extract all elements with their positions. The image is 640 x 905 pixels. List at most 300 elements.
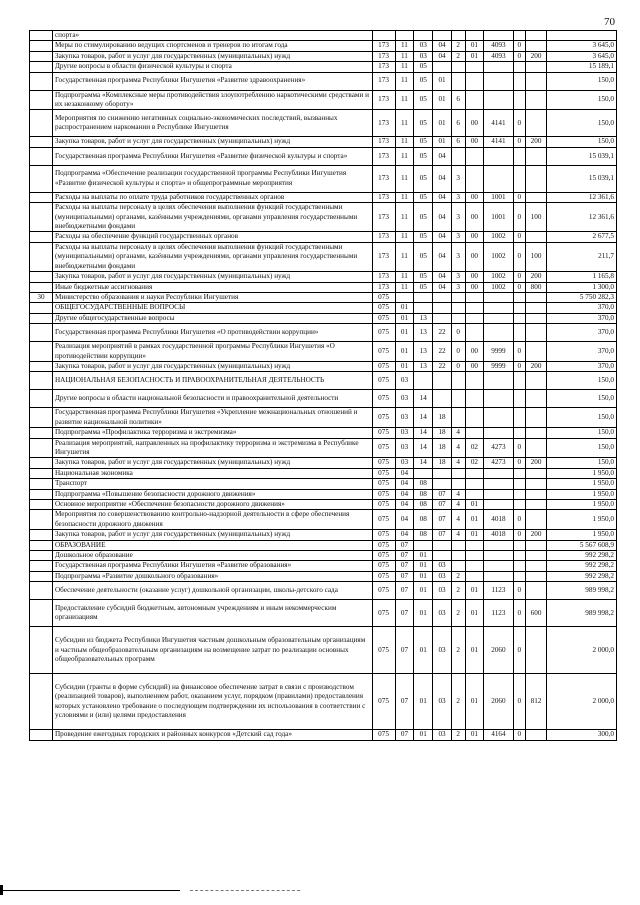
table-row <box>30 627 617 674</box>
col-section: 11 <box>395 41 414 51</box>
col-amount: 989 998,2 <box>546 582 616 600</box>
col-program: 04 <box>433 192 452 202</box>
col-section: 11 <box>395 147 414 165</box>
row-name: Закупка товаров, работ и услуг для государственных (муниципальных) нужд <box>52 51 372 61</box>
col-subprogram: 4 <box>451 530 465 540</box>
table-row <box>30 530 617 540</box>
row-number <box>30 458 53 468</box>
col-main-event <box>465 571 484 581</box>
row-number <box>30 62 53 72</box>
col-ved: 173 <box>372 192 395 202</box>
col-amount: 150,0 <box>546 72 616 90</box>
col-section: 11 <box>395 272 414 282</box>
row-name: ОБЩЕГОСУДАРСТВЕННЫЕ ВОПРОСЫ <box>52 303 372 313</box>
col-ved: 075 <box>372 313 395 323</box>
col-subsection: 08 <box>414 500 433 510</box>
row-name: Меры по стимулированию ведущих спортсменов и тренеров по итогам года <box>52 41 372 51</box>
col-ved: 173 <box>372 90 395 110</box>
col-direction: 4093 <box>484 51 513 61</box>
table-row <box>30 674 617 730</box>
col-subprogram <box>451 147 465 165</box>
col-main-event: 02 <box>465 438 484 458</box>
col-program <box>433 31 452 41</box>
col-expense-type <box>526 62 547 72</box>
col-program: 07 <box>433 500 452 510</box>
col-digit <box>513 313 526 323</box>
col-section: 11 <box>395 165 414 192</box>
row-number <box>30 561 53 571</box>
col-subsection: 01 <box>414 730 433 740</box>
col-ved: 075 <box>372 627 395 674</box>
col-subsection: 08 <box>414 479 433 489</box>
col-amount: 1 950,0 <box>546 489 616 499</box>
col-section: 04 <box>395 530 414 540</box>
col-section: 03 <box>395 428 414 438</box>
table-row <box>30 372 617 390</box>
col-amount: 989 998,2 <box>546 600 616 627</box>
col-program <box>433 303 452 313</box>
col-expense-type <box>526 324 547 342</box>
col-amount: 1 950,0 <box>546 479 616 489</box>
row-name: Основное мероприятие «Обеспечение безопасности дорожного движения» <box>52 500 372 510</box>
col-subprogram <box>451 408 465 428</box>
col-digit <box>513 72 526 90</box>
col-subsection: 14 <box>414 438 433 458</box>
table-row <box>30 282 617 292</box>
table-row <box>30 458 617 468</box>
col-ved <box>372 31 395 41</box>
col-digit <box>513 303 526 313</box>
col-expense-type: 100 <box>526 242 547 271</box>
row-name: Закупка товаров, работ и услуг для государственных (муниципальных) нужд <box>52 530 372 540</box>
table-row <box>30 390 617 408</box>
col-amount: 1 950,0 <box>546 500 616 510</box>
col-main-event: 00 <box>465 203 484 232</box>
col-main-event <box>465 90 484 110</box>
col-section: 01 <box>395 303 414 313</box>
col-ved: 075 <box>372 582 395 600</box>
col-direction <box>484 72 513 90</box>
col-section: 07 <box>395 730 414 740</box>
col-digit: 0 <box>513 272 526 282</box>
col-digit: 0 <box>513 41 526 51</box>
row-name: Подпрограмма «Развитие дошкольного образования» <box>52 571 372 581</box>
col-program <box>433 390 452 408</box>
col-section: 04 <box>395 500 414 510</box>
col-program <box>433 313 452 323</box>
row-number <box>30 324 53 342</box>
row-name: Закупка товаров, работ и услуг для государственных (муниципальных) нужд <box>52 272 372 282</box>
col-ved: 075 <box>372 458 395 468</box>
col-program: 01 <box>433 90 452 110</box>
col-amount: 15 039,1 <box>546 165 616 192</box>
col-ved: 173 <box>372 137 395 147</box>
col-program <box>433 372 452 390</box>
col-digit <box>513 571 526 581</box>
col-subsection <box>414 372 433 390</box>
col-direction <box>484 468 513 478</box>
col-digit <box>513 500 526 510</box>
col-subsection <box>414 31 433 41</box>
col-subsection <box>414 540 433 550</box>
col-subsection: 05 <box>414 192 433 202</box>
table-row <box>30 342 617 362</box>
col-program: 03 <box>433 582 452 600</box>
col-ved: 173 <box>372 282 395 292</box>
col-digit <box>513 479 526 489</box>
col-direction: 4141 <box>484 137 513 147</box>
col-section: 01 <box>395 361 414 371</box>
row-name: Подпрограмма «Комплексные меры противодействия злоупотреблению наркотическими средствами и их незаконному обороту» <box>52 90 372 110</box>
col-direction: 1001 <box>484 203 513 232</box>
col-program: 01 <box>433 137 452 147</box>
table-row <box>30 242 617 271</box>
col-main-event: 00 <box>465 342 484 362</box>
col-ved: 075 <box>372 361 395 371</box>
col-direction: 1002 <box>484 282 513 292</box>
row-name: Другие общегосударственные вопросы <box>52 313 372 323</box>
row-number <box>30 31 53 41</box>
col-digit <box>513 147 526 165</box>
table-row <box>30 571 617 581</box>
row-name: Государственная программа Республики Ингушетия «Развитие образования» <box>52 561 372 571</box>
col-digit <box>513 324 526 342</box>
col-direction <box>484 408 513 428</box>
col-ved: 075 <box>372 479 395 489</box>
col-program: 22 <box>433 324 452 342</box>
table-row <box>30 428 617 438</box>
row-number <box>30 582 53 600</box>
col-direction <box>484 303 513 313</box>
col-main-event <box>465 165 484 192</box>
col-section: 07 <box>395 540 414 550</box>
col-subprogram: 2 <box>451 600 465 627</box>
row-name: Обеспечение деятельности (оказание услуг) дошкольной организации, школы-детского сада <box>52 582 372 600</box>
col-expense-type <box>526 428 547 438</box>
col-expense-type <box>526 561 547 571</box>
col-section: 03 <box>395 458 414 468</box>
col-program: 03 <box>433 600 452 627</box>
col-main-event: 01 <box>465 582 484 600</box>
table-row <box>30 313 617 323</box>
col-subprogram: 3 <box>451 203 465 232</box>
col-digit <box>513 31 526 41</box>
row-number <box>30 730 53 740</box>
col-digit: 0 <box>513 232 526 242</box>
col-section: 11 <box>395 192 414 202</box>
col-expense-type <box>526 110 547 137</box>
col-expense-type <box>526 571 547 581</box>
col-expense-type: 200 <box>526 361 547 371</box>
col-direction: 2060 <box>484 674 513 730</box>
col-program: 03 <box>433 627 452 674</box>
col-program: 18 <box>433 428 452 438</box>
col-section: 07 <box>395 561 414 571</box>
col-ved: 173 <box>372 72 395 90</box>
col-section: 11 <box>395 62 414 72</box>
col-amount: 5 750 282,3 <box>546 292 616 302</box>
col-expense-type: 200 <box>526 137 547 147</box>
col-digit: 0 <box>513 361 526 371</box>
col-program: 22 <box>433 361 452 371</box>
table-row <box>30 51 617 61</box>
col-amount: 211,7 <box>546 242 616 271</box>
row-number <box>30 272 53 282</box>
col-section: 01 <box>395 342 414 362</box>
col-main-event: 00 <box>465 137 484 147</box>
col-program: 04 <box>433 203 452 232</box>
col-expense-type <box>526 582 547 600</box>
row-number <box>30 232 53 242</box>
row-number <box>30 551 53 561</box>
table-row <box>30 272 617 282</box>
row-name: Расходы на выплаты персоналу в целях обеспечения выполнения функций государственными (муниципальными) органами, казёнными учреждениями, органами управления государственными внебюджетными фондами <box>52 242 372 271</box>
row-name: Подпрограмма «Обеспечение реализации государственной программы Республики Ингушетия «Развитие физической культуры и спорта» и общепрограммные мероприятия <box>52 165 372 192</box>
col-direction: 2060 <box>484 627 513 674</box>
col-subprogram: 6 <box>451 90 465 110</box>
col-subprogram <box>451 292 465 302</box>
col-ved: 075 <box>372 551 395 561</box>
row-number <box>30 361 53 371</box>
col-section: 11 <box>395 242 414 271</box>
col-digit <box>513 540 526 550</box>
col-main-event: 00 <box>465 192 484 202</box>
col-subsection: 01 <box>414 627 433 674</box>
col-digit: 0 <box>513 530 526 540</box>
col-main-event <box>465 31 484 41</box>
col-expense-type <box>526 31 547 41</box>
col-ved: 075 <box>372 510 395 530</box>
col-subsection: 08 <box>414 530 433 540</box>
col-expense-type: 812 <box>526 674 547 730</box>
col-ved: 075 <box>372 540 395 550</box>
col-section: 03 <box>395 438 414 458</box>
col-program: 03 <box>433 571 452 581</box>
row-number <box>30 41 53 51</box>
col-expense-type <box>526 730 547 740</box>
col-amount: 3 645,0 <box>546 41 616 51</box>
col-ved: 075 <box>372 468 395 478</box>
col-digit: 0 <box>513 342 526 362</box>
row-number <box>30 242 53 271</box>
row-number <box>30 72 53 90</box>
col-digit: 0 <box>513 730 526 740</box>
row-number <box>30 203 53 232</box>
col-direction: 4164 <box>484 730 513 740</box>
col-amount: 150,0 <box>546 408 616 428</box>
row-name: Предоставление субсидий бюджетным, автономным учреждениям и иным некоммерческим организациям <box>52 600 372 627</box>
col-main-event <box>465 72 484 90</box>
col-main-event <box>465 489 484 499</box>
row-number <box>30 489 53 499</box>
col-expense-type: 100 <box>526 203 547 232</box>
row-name: Другие вопросы в области национальной безопасности и правоохранительной деятельности <box>52 390 372 408</box>
col-program: 03 <box>433 561 452 571</box>
table-row <box>30 90 617 110</box>
col-expense-type: 600 <box>526 600 547 627</box>
col-digit: 0 <box>513 242 526 271</box>
col-digit <box>513 390 526 408</box>
col-ved: 075 <box>372 342 395 362</box>
col-program: 04 <box>433 242 452 271</box>
row-name: Иные бюджетные ассигнования <box>52 282 372 292</box>
col-main-event <box>465 62 484 72</box>
col-digit <box>513 408 526 428</box>
col-subsection: 01 <box>414 674 433 730</box>
col-subprogram: 3 <box>451 165 465 192</box>
col-program: 18 <box>433 408 452 428</box>
col-section: 04 <box>395 479 414 489</box>
footer-dash <box>190 890 300 892</box>
col-section: 11 <box>395 110 414 137</box>
col-subsection <box>414 468 433 478</box>
col-amount: 300,0 <box>546 730 616 740</box>
page-number: 70 <box>604 16 615 28</box>
table-row <box>30 730 617 740</box>
col-main-event: 01 <box>465 600 484 627</box>
col-ved: 173 <box>372 165 395 192</box>
table-row <box>30 292 617 302</box>
col-main-event <box>465 292 484 302</box>
col-amount: 3 645,0 <box>546 51 616 61</box>
row-name: Закупка товаров, работ и услуг для государственных (муниципальных) нужд <box>52 361 372 371</box>
col-section: 03 <box>395 408 414 428</box>
col-direction <box>484 489 513 499</box>
col-subprogram: 0 <box>451 342 465 362</box>
row-number <box>30 313 53 323</box>
col-digit: 0 <box>513 51 526 61</box>
table-row <box>30 510 617 530</box>
col-main-event <box>465 561 484 571</box>
col-expense-type: 200 <box>526 272 547 282</box>
col-section: 11 <box>395 232 414 242</box>
col-expense-type: 200 <box>526 530 547 540</box>
table-row <box>30 165 617 192</box>
col-direction <box>484 90 513 110</box>
table-row <box>30 500 617 510</box>
col-subsection: 05 <box>414 90 433 110</box>
col-program <box>433 468 452 478</box>
col-direction <box>484 500 513 510</box>
col-subprogram <box>451 551 465 561</box>
row-number <box>30 192 53 202</box>
row-name: Закупка товаров, работ и услуг для государственных (муниципальных) нужд <box>52 458 372 468</box>
row-number <box>30 90 53 110</box>
col-subprogram: 3 <box>451 192 465 202</box>
col-expense-type <box>526 147 547 165</box>
col-section: 04 <box>395 510 414 530</box>
col-amount: 1 950,0 <box>546 468 616 478</box>
col-expense-type <box>526 303 547 313</box>
col-amount: 5 567 608,9 <box>546 540 616 550</box>
col-section: 07 <box>395 571 414 581</box>
col-main-event <box>465 468 484 478</box>
col-section: 01 <box>395 324 414 342</box>
col-main-event <box>465 390 484 408</box>
col-program: 04 <box>433 51 452 61</box>
col-ved: 173 <box>372 51 395 61</box>
col-main-event <box>465 313 484 323</box>
col-digit: 0 <box>513 627 526 674</box>
table-row <box>30 31 617 41</box>
col-ved: 173 <box>372 203 395 232</box>
col-main-event: 01 <box>465 510 484 530</box>
col-program: 04 <box>433 272 452 282</box>
col-subprogram <box>451 468 465 478</box>
col-digit <box>513 292 526 302</box>
col-digit: 0 <box>513 458 526 468</box>
col-subprogram: 0 <box>451 324 465 342</box>
row-number <box>30 540 53 550</box>
col-subsection: 01 <box>414 561 433 571</box>
col-ved: 173 <box>372 232 395 242</box>
col-program: 18 <box>433 438 452 458</box>
row-number <box>30 438 53 458</box>
col-main-event <box>465 147 484 165</box>
table-row <box>30 408 617 428</box>
col-expense-type <box>526 72 547 90</box>
col-direction <box>484 561 513 571</box>
col-direction <box>484 372 513 390</box>
table-row <box>30 62 617 72</box>
row-name: Реализация мероприятий в рамках государственной программы Республики Ингушетия «О противодействии коррупции» <box>52 342 372 362</box>
col-main-event <box>465 408 484 428</box>
col-expense-type <box>526 408 547 428</box>
col-main-event: 00 <box>465 232 484 242</box>
row-name: Расходы на выплаты по оплате труда работников государственных органов <box>52 192 372 202</box>
col-amount: 992 298,2 <box>546 551 616 561</box>
col-section: 07 <box>395 551 414 561</box>
col-subsection: 05 <box>414 165 433 192</box>
col-subprogram <box>451 72 465 90</box>
col-amount: 370,0 <box>546 342 616 362</box>
col-direction <box>484 292 513 302</box>
col-digit <box>513 372 526 390</box>
col-program: 22 <box>433 342 452 362</box>
col-amount: 1 950,0 <box>546 530 616 540</box>
col-expense-type <box>526 489 547 499</box>
col-subprogram <box>451 561 465 571</box>
col-section <box>395 31 414 41</box>
col-ved: 075 <box>372 408 395 428</box>
table-row <box>30 489 617 499</box>
col-subprogram: 3 <box>451 242 465 271</box>
col-subprogram: 3 <box>451 282 465 292</box>
col-program: 04 <box>433 165 452 192</box>
row-name: НАЦИОНАЛЬНАЯ БЕЗОПАСНОСТЬ И ПРАВООХРАНИТЕЛЬНАЯ ДЕЯТЕЛЬНОСТЬ <box>52 372 372 390</box>
col-subprogram: 2 <box>451 41 465 51</box>
col-digit: 0 <box>513 582 526 600</box>
col-amount: 992 298,2 <box>546 561 616 571</box>
col-expense-type <box>526 500 547 510</box>
row-name: Национальная экономика <box>52 468 372 478</box>
row-name: Дошкольное образование <box>52 551 372 561</box>
row-number <box>30 571 53 581</box>
col-digit: 0 <box>513 438 526 458</box>
col-amount: 1 300,0 <box>546 282 616 292</box>
row-number <box>30 500 53 510</box>
col-direction <box>484 31 513 41</box>
col-program: 04 <box>433 41 452 51</box>
col-program: 04 <box>433 232 452 242</box>
footer-line <box>0 890 180 891</box>
col-subsection: 13 <box>414 313 433 323</box>
col-main-event: 00 <box>465 272 484 282</box>
row-number <box>30 674 53 730</box>
row-number <box>30 479 53 489</box>
table-row <box>30 438 617 458</box>
col-amount: 15 039,1 <box>546 147 616 165</box>
